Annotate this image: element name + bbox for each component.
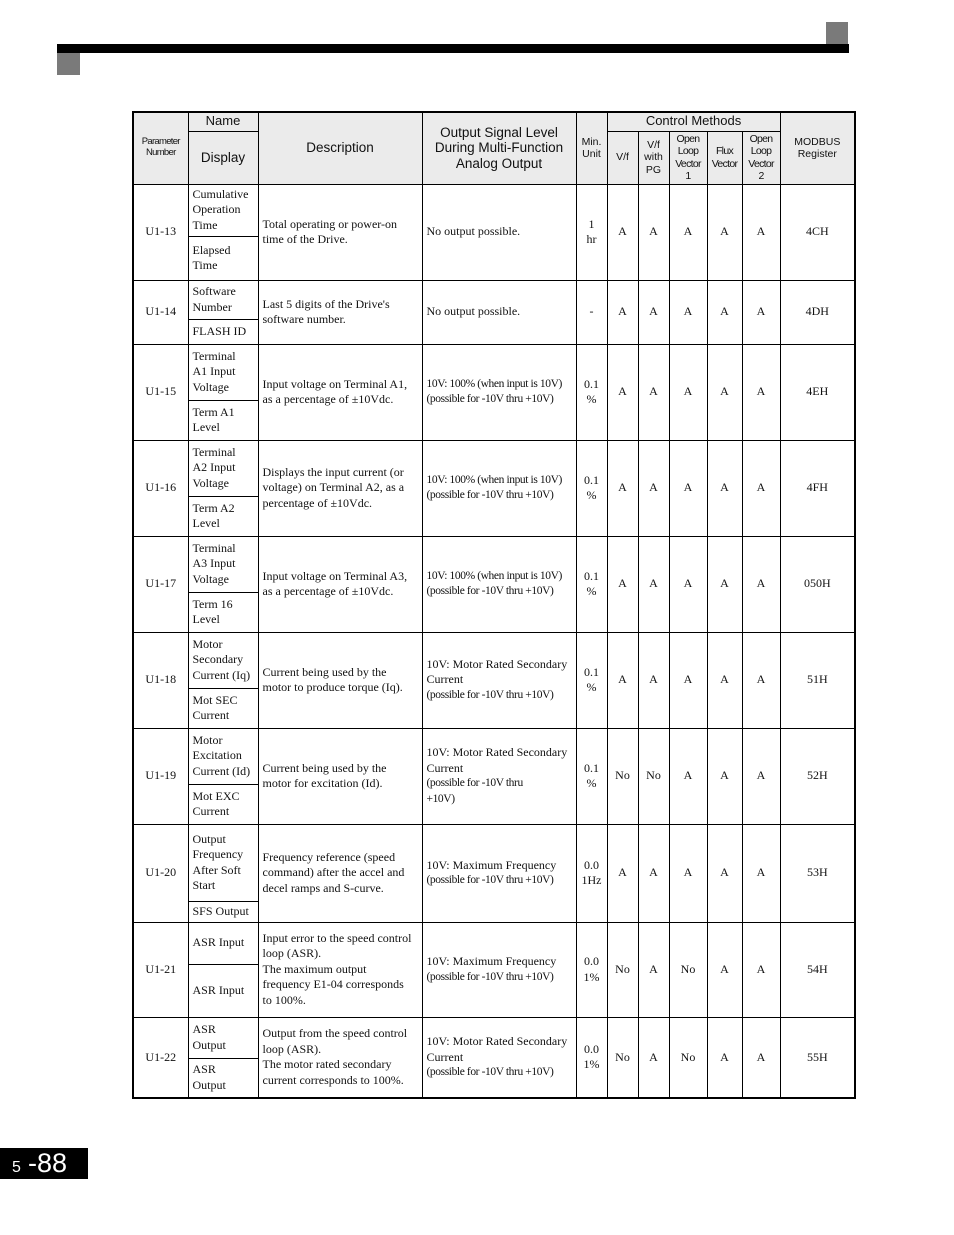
parameter-name: Terminal A2 Input Voltage xyxy=(188,440,258,496)
output-signal-line: (possible for -10V thru +10V) xyxy=(426,688,554,701)
modbus-register: 4FH xyxy=(780,440,855,536)
parameter-description: Total operating or power-on time of the Drive. xyxy=(258,184,422,280)
control-method-vf: A xyxy=(607,536,638,632)
page-number-value: -88 xyxy=(28,1148,68,1178)
control-method-vf-pg: No xyxy=(638,728,669,824)
control-method-olv1: A xyxy=(669,344,707,440)
min-unit: 1 hr xyxy=(576,184,607,280)
control-method-vf-pg: A xyxy=(638,632,669,728)
header-method-vf: V/f xyxy=(607,131,638,184)
control-method-olv1: A xyxy=(669,280,707,344)
control-method-olv2: A xyxy=(742,536,780,632)
control-method-olv2: A xyxy=(742,632,780,728)
output-signal-line: (possible for -10V thru +10V) xyxy=(426,777,523,805)
header-display: Display xyxy=(188,131,258,184)
control-method-olv1: A xyxy=(669,440,707,536)
parameter-description: Current being used by the motor to produce torque (Iq). xyxy=(258,632,422,728)
output-signal-cell xyxy=(422,184,576,280)
parameter-display: Mot SEC Current xyxy=(188,688,258,728)
header-output-signal: Output Signal Level During Multi-Function Analog Output xyxy=(422,112,576,184)
table-row xyxy=(133,632,855,688)
control-method-flux-vector: A xyxy=(707,922,742,1017)
output-signal-cell xyxy=(422,728,576,824)
modbus-register: 4EH xyxy=(780,344,855,440)
control-method-vf: A xyxy=(607,184,638,280)
control-method-vf-pg: A xyxy=(638,344,669,440)
control-method-vf: A xyxy=(607,824,638,922)
page-number xyxy=(0,1148,88,1179)
header-method-olv2: Open Loop Vector 2 xyxy=(742,131,780,184)
min-unit: 0.1 % xyxy=(576,632,607,728)
control-method-olv1: A xyxy=(669,632,707,728)
min-unit: 0.1 % xyxy=(576,344,607,440)
output-signal-line: No output possible. xyxy=(426,304,521,319)
modbus-register: 54H xyxy=(780,922,855,1017)
control-method-vf: No xyxy=(607,922,638,1017)
parameter-display: Term 16 Level xyxy=(188,592,258,632)
output-signal-cell xyxy=(422,922,576,1017)
control-method-flux-vector: A xyxy=(707,824,742,922)
output-signal-line: 10V: Maximum Frequency xyxy=(426,857,557,872)
parameter-number: U1-14 xyxy=(133,280,188,344)
control-method-olv1: No xyxy=(669,922,707,1017)
modbus-register: 52H xyxy=(780,728,855,824)
control-method-olv1: A xyxy=(669,536,707,632)
output-signal-line: 10V: Motor Rated Secondary Current xyxy=(426,745,568,775)
corner-block-top-left xyxy=(57,53,80,75)
parameter-description: Current being used by the motor for excitation (Id). xyxy=(258,728,422,824)
modbus-register: 53H xyxy=(780,824,855,922)
parameter-description: Input error to the speed control loop (ASR). The maximum output frequency E1-04 corresponds to 100%. xyxy=(258,922,422,1017)
header-rule xyxy=(57,44,849,53)
parameter-display: Term A2 Level xyxy=(188,496,258,536)
control-method-flux-vector: A xyxy=(707,728,742,824)
control-method-olv1: No xyxy=(669,1017,707,1098)
parameter-description: Last 5 digits of the Drive's software number. xyxy=(258,280,422,344)
control-method-olv2: A xyxy=(742,824,780,922)
header-method-flux-vector: Flux Vector xyxy=(707,131,742,184)
parameter-name: Terminal A3 Input Voltage xyxy=(188,536,258,592)
min-unit: 0.1 % xyxy=(576,536,607,632)
parameter-display: Term A1 Level xyxy=(188,400,258,440)
control-method-olv1: A xyxy=(669,728,707,824)
output-signal-cell xyxy=(422,280,576,344)
control-method-flux-vector: A xyxy=(707,440,742,536)
parameter-number: U1-17 xyxy=(133,536,188,632)
control-method-vf: A xyxy=(607,440,638,536)
control-method-flux-vector: A xyxy=(707,184,742,280)
table-row xyxy=(133,280,855,319)
parameter-number: U1-16 xyxy=(133,440,188,536)
output-signal-line: No output possible. xyxy=(426,224,521,239)
control-method-vf: A xyxy=(607,632,638,728)
output-signal-line: 10V: Motor Rated Secondary Current xyxy=(426,656,568,687)
parameter-name: Software Number xyxy=(188,280,258,319)
table-row xyxy=(133,440,855,496)
corner-block-top-right xyxy=(826,22,848,44)
table-row xyxy=(133,536,855,592)
control-method-vf-pg: A xyxy=(638,922,669,1017)
table-row xyxy=(133,728,855,784)
output-signal-line: (possible for -10V thru +10V) xyxy=(426,970,554,983)
parameter-description: Input voltage on Terminal A1, as a percentage of ±10Vdc. xyxy=(258,344,422,440)
table-row xyxy=(133,344,855,400)
modbus-register: 4CH xyxy=(780,184,855,280)
control-method-olv2: A xyxy=(742,184,780,280)
control-method-flux-vector: A xyxy=(707,280,742,344)
output-signal-line: (possible for -10V thru +10V) xyxy=(426,489,554,501)
control-method-vf-pg: A xyxy=(638,280,669,344)
parameter-name: ASR Output xyxy=(188,1017,258,1058)
modbus-register: 51H xyxy=(780,632,855,728)
output-signal-line: (possible for -10V thru +10V) xyxy=(426,874,554,886)
header-modbus: MODBUS Register xyxy=(780,112,855,184)
output-signal-line: (possible for -10V thru +10V) xyxy=(426,585,554,597)
min-unit: 0.0 1% xyxy=(576,1017,607,1098)
parameter-number: U1-15 xyxy=(133,344,188,440)
parameter-number: U1-22 xyxy=(133,1017,188,1098)
control-method-vf-pg: A xyxy=(638,184,669,280)
header-parameter-number: Parameter Number xyxy=(133,112,188,184)
control-method-flux-vector: A xyxy=(707,536,742,632)
control-method-olv1: A xyxy=(669,184,707,280)
output-signal-line: 10V: Maximum Frequency xyxy=(426,954,557,968)
header-method-vf-pg: V/f with PG xyxy=(638,131,669,184)
output-signal-cell xyxy=(422,632,576,728)
control-method-vf-pg: A xyxy=(638,536,669,632)
parameter-name: ASR Input xyxy=(188,922,258,964)
header-control-methods: Control Methods xyxy=(607,112,780,131)
parameter-name: Motor Secondary Current (Iq) xyxy=(188,632,258,688)
table-row xyxy=(133,1017,855,1058)
min-unit: 0.1 % xyxy=(576,728,607,824)
modbus-register: 050H xyxy=(780,536,855,632)
parameter-description: Output from the speed control loop (ASR). The motor rated secondary current corresponds to 100%. xyxy=(258,1017,422,1098)
header-description: Description xyxy=(258,112,422,184)
control-method-olv2: A xyxy=(742,440,780,536)
control-method-olv2: A xyxy=(742,280,780,344)
min-unit: - xyxy=(576,280,607,344)
output-signal-cell xyxy=(422,1017,576,1098)
header-name: Name xyxy=(188,112,258,131)
header-min-unit: Min. Unit xyxy=(576,112,607,184)
min-unit: 0.0 1Hz xyxy=(576,824,607,922)
table-row xyxy=(133,184,855,236)
output-signal-line: (possible for -10V thru +10V) xyxy=(426,1066,554,1078)
control-method-flux-vector: A xyxy=(707,632,742,728)
output-signal-line: 10V: 100% (when input is 10V) xyxy=(426,377,562,390)
control-method-olv1: A xyxy=(669,824,707,922)
parameter-number: U1-21 xyxy=(133,922,188,1017)
parameter-display: SFS Output xyxy=(188,901,258,922)
parameter-number: U1-18 xyxy=(133,632,188,728)
output-signal-line: 10V: 100% (when input is 10V) xyxy=(426,473,562,486)
output-signal-line: 10V: Motor Rated Secondary Current xyxy=(426,1034,568,1064)
output-signal-cell xyxy=(422,536,576,632)
parameter-number: U1-19 xyxy=(133,728,188,824)
parameter-number: U1-13 xyxy=(133,184,188,280)
table-row xyxy=(133,824,855,901)
control-method-olv2: A xyxy=(742,728,780,824)
control-method-vf: A xyxy=(607,280,638,344)
control-method-vf-pg: A xyxy=(638,440,669,536)
control-method-vf: No xyxy=(607,728,638,824)
parameter-description: Input voltage on Terminal A3, as a percentage of ±10Vdc. xyxy=(258,536,422,632)
parameter-description: Displays the input current (or voltage) on Terminal A2, as a percentage of ±10Vdc. xyxy=(258,440,422,536)
parameter-number: U1-20 xyxy=(133,824,188,922)
output-signal-line: (possible for -10V thru +10V) xyxy=(426,393,554,405)
modbus-register: 4DH xyxy=(780,280,855,344)
parameter-name: Motor Excitation Current (Id) xyxy=(188,728,258,784)
control-method-olv2: A xyxy=(742,1017,780,1098)
output-signal-cell xyxy=(422,440,576,536)
parameter-name: Cumulative Operation Time xyxy=(188,184,258,236)
parameter-name: Output Frequency After Soft Start xyxy=(188,824,258,901)
parameter-name: Terminal A1 Input Voltage xyxy=(188,344,258,400)
control-method-vf-pg: A xyxy=(638,824,669,922)
control-method-olv2: A xyxy=(742,344,780,440)
control-method-vf-pg: A xyxy=(638,1017,669,1098)
parameter-table xyxy=(132,111,856,1099)
control-method-flux-vector: A xyxy=(707,344,742,440)
control-method-flux-vector: A xyxy=(707,1017,742,1098)
modbus-register: 55H xyxy=(780,1017,855,1098)
header-method-olv1: Open Loop Vector 1 xyxy=(669,131,707,184)
min-unit: 0.0 1% xyxy=(576,922,607,1017)
min-unit: 0.1 % xyxy=(576,440,607,536)
parameter-description: Frequency reference (speed command) after the accel and decel ramps and S-curve. xyxy=(258,824,422,922)
table-row xyxy=(133,922,855,964)
parameter-display: FLASH ID xyxy=(188,319,258,344)
parameter-display: ASR Input xyxy=(188,964,258,1017)
control-method-vf: A xyxy=(607,344,638,440)
parameter-display: Elapsed Time xyxy=(188,236,258,280)
output-signal-cell xyxy=(422,344,576,440)
control-method-vf: No xyxy=(607,1017,638,1098)
parameter-display: ASR Output xyxy=(188,1058,258,1098)
parameter-display: Mot EXC Current xyxy=(188,784,258,824)
control-method-olv2: A xyxy=(742,922,780,1017)
output-signal-cell xyxy=(422,824,576,922)
output-signal-line: 10V: 100% (when input is 10V) xyxy=(426,569,562,582)
chapter-number: 5 xyxy=(12,1159,21,1176)
